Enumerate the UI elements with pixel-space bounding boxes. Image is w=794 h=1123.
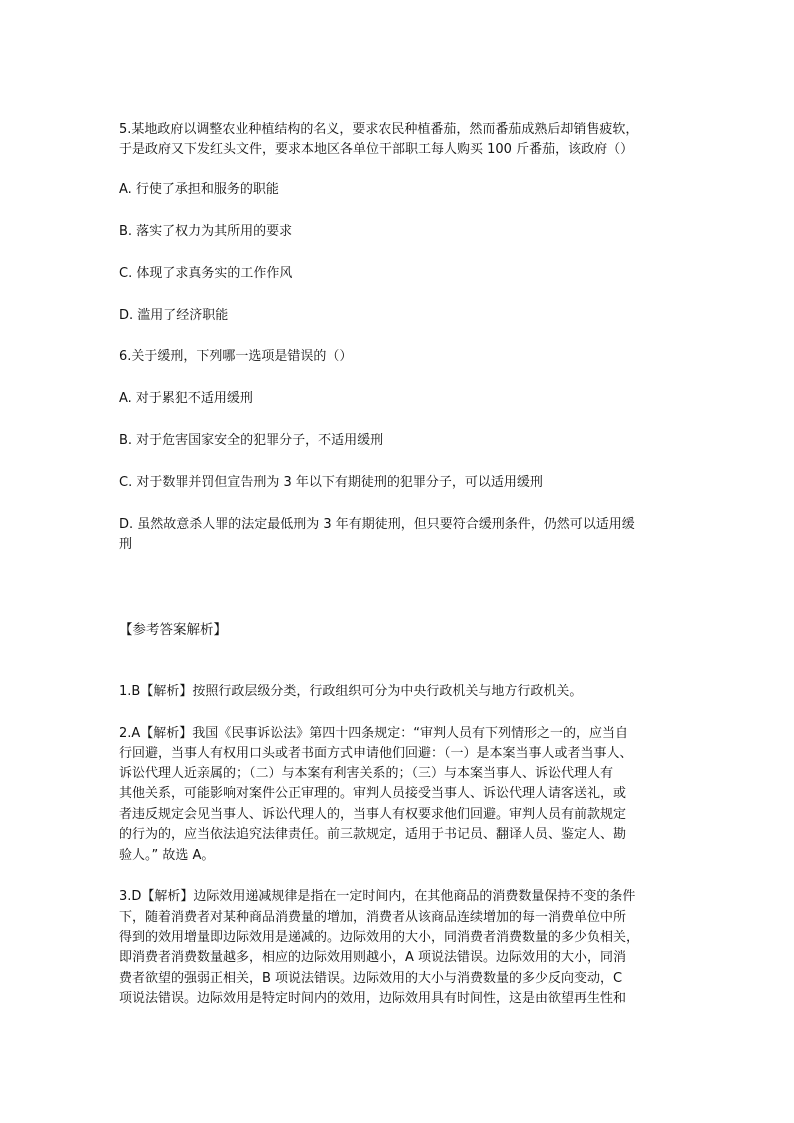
question-6-option-d-line-1: D. 虽然故意杀人罪的法定最低刑为 3 年有期徒刑，但只要符合缓刑条件，仍然可以适用缓 [119,517,635,532]
question-6-stem: 6.关于缓刑，下列哪一选项是错误的（） [119,349,353,364]
question-6-option-b: B. 对于危害国家安全的犯罪分子，不适用缓刑 [119,433,384,448]
question-5-option-b: B. 落实了权力为其所用的要求 [119,224,293,239]
question-6-option-d-line-2: 刑 [119,537,133,552]
answer-2-line: 的行为的，应当依法追究法律责任。前三款规定，适用于书记员、翻译人员、鉴定人、勘 [119,827,627,842]
answer-2-line: 行回避，当事人有权用口头或者书面方式申请他们回避：（一）是本案当事人或者当事人、 [119,746,633,761]
answer-2-line: 者违反规定会见当事人、诉讼代理人的，当事人有权要求他们回避。审判人员有前款规定 [119,807,627,822]
answer-key-heading: 【参考答案解析】 [119,622,227,638]
question-6-option-a: A. 对于累犯不适用缓刑 [119,391,253,406]
question-5-stem-line-2: 于是政府又下发红头文件，要求本地区各单位干部职工每人购买 100 斤番茄，该政府（） [119,142,634,157]
answer-2-line: 诉讼代理人近亲属的；（二）与本案有利害关系的；（三）与本案当事人、诉讼代理人有 [119,766,614,781]
question-5-option-c: C. 体现了求真务实的工作作风 [119,266,293,281]
answer-2-line: 2.A【解析】我国《民事诉讼法》第四十四条规定：“审判人员有下列情形之一的，应当自 [119,726,629,741]
question-6-option-c: C. 对于数罪并罚但宣告刑为 3 年以下有期徒刑的犯罪分子，可以适用缓刑 [119,475,543,490]
question-5-option-d: D. 滥用了经济职能 [119,308,229,323]
answer-1: 1.B【解析】按照行政层级分类，行政组织可分为中央行政机关与地方行政机关。 [119,684,583,699]
question-5-option-a: A. 行使了承担和服务的职能 [119,182,279,197]
answer-3-line: 下，随着消费者对某种商品消费量的增加，消费者从该商品连续增加的每一消费单位中所 [119,910,627,925]
answer-3-line: 得到的效用增量即边际效用是递减的。边际效用的大小，同消费者消费数量的多少负相关， [119,930,640,945]
question-5-stem-line-1: 5.某地政府以调整农业种植结构的名义，要求农民种植番茄，然而番茄成熟后却销售疲软， [119,122,639,137]
answer-3-line: 项说法错误。边际效用是特定时间内的效用，边际效用具有时间性，这是由欲望再生性和 [119,991,627,1006]
answer-3-line: 费者欲望的强弱正相关，B 项说法错误。边际效用的大小与消费数量的多少反向变动，C [119,971,623,986]
answer-3-line: 3.D【解析】边际效用递减规律是指在一定时间内，在其他商品的消费数量保持不变的条件 [119,889,636,904]
answer-2-line: 其他关系，可能影响对案件公正审理的。审判人员接受当事人、诉讼代理人请客送礼，或 [119,786,627,801]
answer-3-line: 即消费者消费数量越多，相应的边际效用则越小，A 项说法错误。边际效用的大小，同消 [119,950,627,965]
answer-2-line: 验人。” 故选 A。 [119,848,215,863]
